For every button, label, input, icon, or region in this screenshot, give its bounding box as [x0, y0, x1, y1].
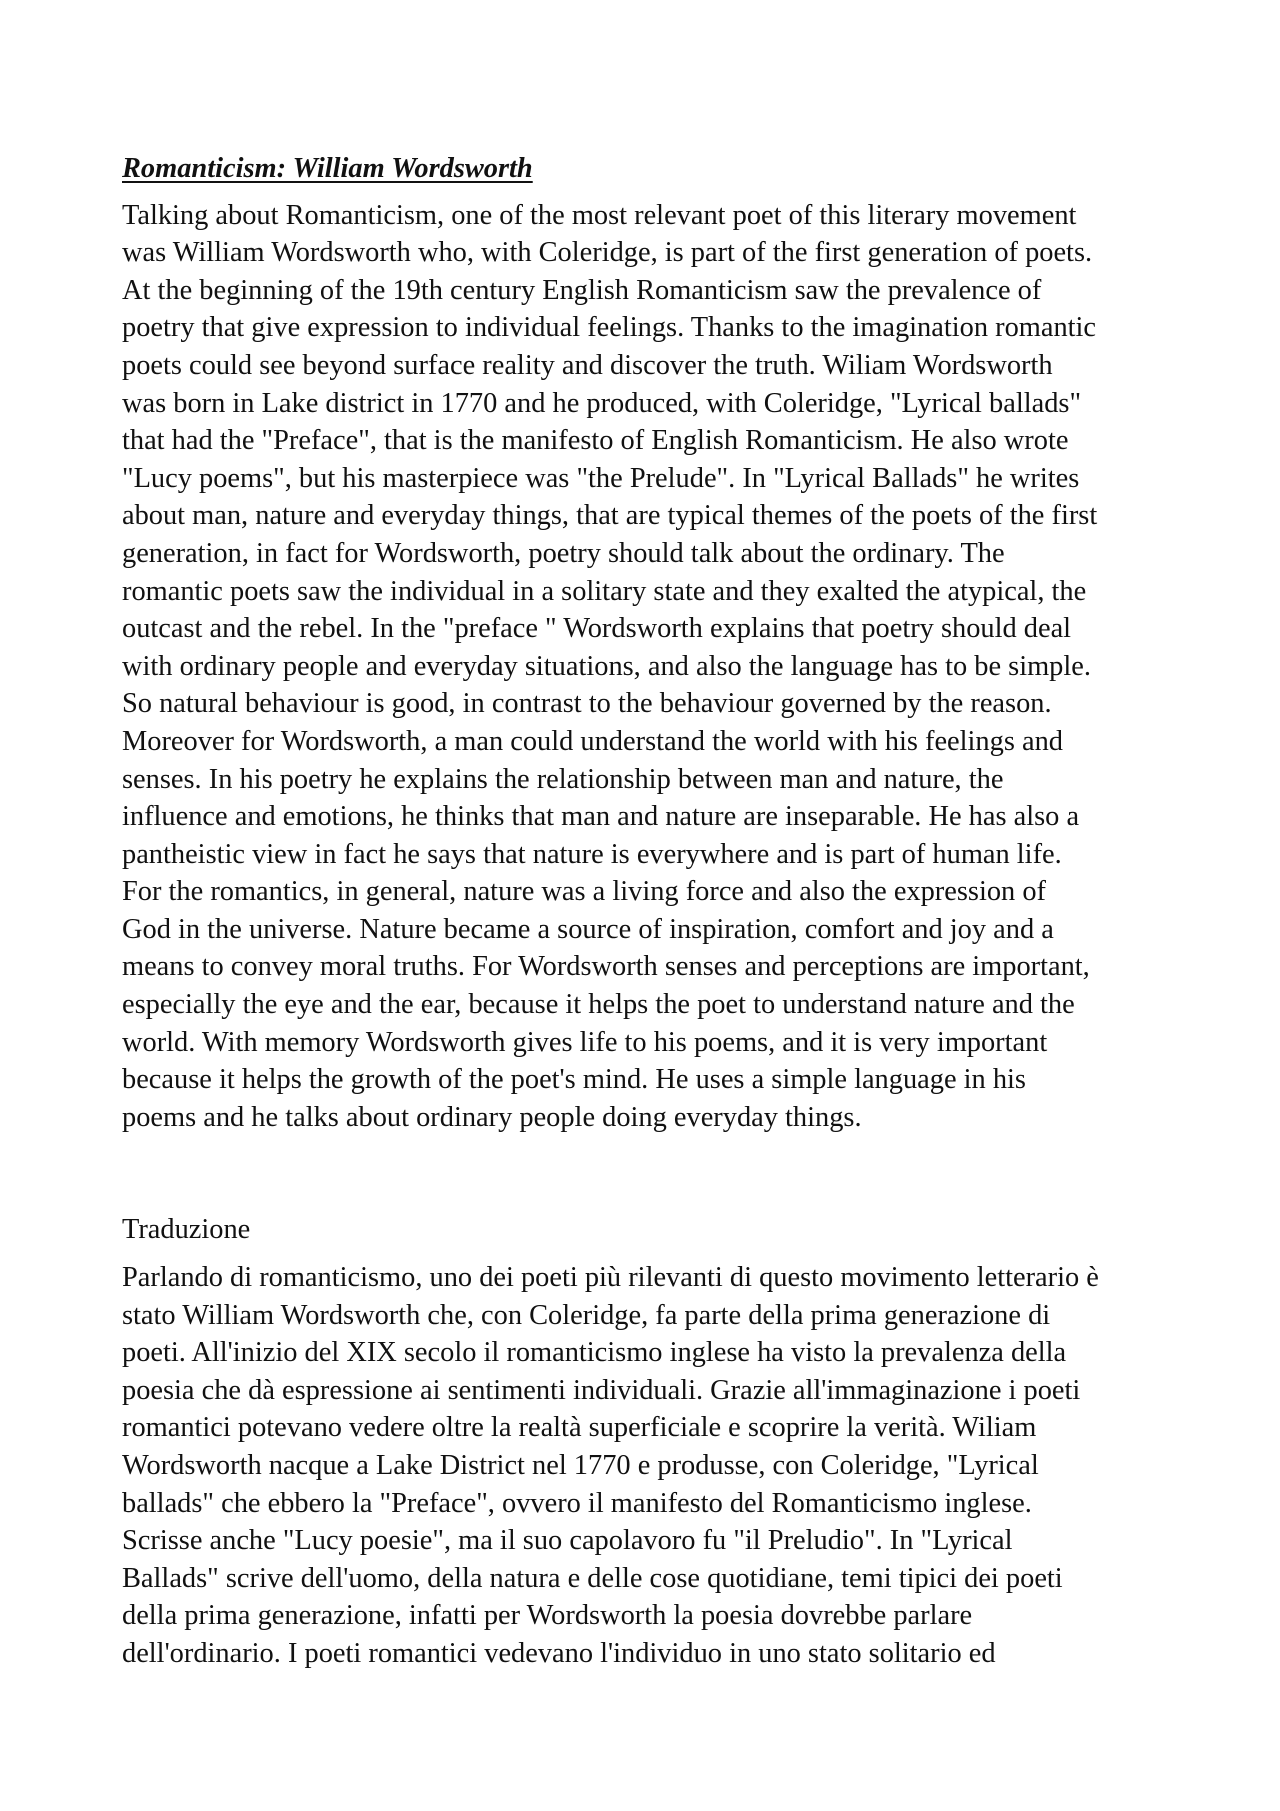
text-line: For the romantics, in general, nature was a living force and also the expression of — [122, 876, 1046, 908]
text-line: about man, nature and everyday things, that are typical themes of the poets of the first — [122, 500, 1098, 532]
text-line: "Lucy poems", but his masterpiece was "the Prelude". In "Lyrical Ballads" he writes — [122, 462, 1080, 494]
text-line: with ordinary people and everyday situations, and also the language has to be simple. — [122, 650, 1091, 682]
text-line: influence and emotions, he thinks that man and nature are inseparable. He has also a — [122, 801, 1080, 833]
text-line: especially the eye and the ear, because it helps the poet to understand nature and the — [122, 989, 1075, 1021]
text-line: senses. In his poetry he explains the relationship between man and nature, the — [122, 763, 1004, 795]
english-paragraph — [122, 197, 1172, 1137]
text-line: poetry that give expression to individual feelings. Thanks to the imagination romantic — [122, 312, 1097, 344]
text-line: Ballads" scrive dell'uomo, della natura e delle cose quotidiane, temi tipici dei poeti — [122, 1562, 1063, 1594]
text-line: Talking about Romanticism, one of the most relevant poet of this literary movement — [122, 199, 1077, 231]
text-line: means to convey moral truths. For Wordsworth senses and perceptions are important, — [122, 951, 1090, 983]
italian-paragraph — [122, 1259, 1172, 1673]
text-line: della prima generazione, infatti per Wordsworth la poesia dovrebbe parlare — [122, 1600, 973, 1632]
text-line: So natural behaviour is good, in contrast to the behaviour governed by the reason. — [122, 688, 1052, 720]
text-line: God in the universe. Nature became a source of inspiration, comfort and joy and a — [122, 913, 1054, 945]
text-line: outcast and the rebel. In the "preface " Wordsworth explains that poetry should deal — [122, 613, 1072, 645]
document-title: Romanticism: William Wordsworth — [122, 153, 533, 184]
text-line: Moreover for Wordsworth, a man could understand the world with his feelings and — [122, 725, 1063, 757]
text-line: that had the "Preface", that is the manifesto of English Romanticism. He also wrote — [122, 425, 1069, 457]
text-line: stato William Wordsworth che, con Coleridge, fa parte della prima generazione di — [122, 1299, 1051, 1331]
text-line: poesia che dà espressione ai sentimenti individuali. Grazie all'immaginazione i poeti — [122, 1374, 1081, 1406]
text-line: generation, in fact for Wordsworth, poetry should talk about the ordinary. The — [122, 537, 1005, 569]
text-line: poets could see beyond surface reality and discover the truth. Wiliam Wordsworth — [122, 349, 1053, 381]
text-line: world. With memory Wordsworth gives life to his poems, and it is very important — [122, 1026, 1048, 1058]
text-line: was born in Lake district in 1770 and he produced, with Coleridge, "Lyrical ballads" — [122, 387, 1082, 419]
text-line: At the beginning of the 19th century English Romanticism saw the prevalence of — [122, 274, 1042, 306]
text-line: Parlando di romanticismo, uno dei poeti più rilevanti di questo movimento letterario è — [122, 1262, 1099, 1294]
translation-heading: Traduzione — [122, 1214, 251, 1246]
text-line: ballads" che ebbero la "Preface", ovvero il manifesto del Romanticismo inglese. — [122, 1487, 1032, 1519]
text-line: Wordsworth nacque a Lake District nel 1770 e produsse, con Coleridge, "Lyrical — [122, 1450, 1039, 1481]
text-line: because it helps the growth of the poet's mind. He uses a simple language in his — [122, 1064, 1026, 1096]
text-line: was William Wordsworth who, with Coleridge, is part of the first generation of poets. — [122, 237, 1093, 269]
text-line: pantheistic view in fact he says that nature is everywhere and is part of human life. — [122, 838, 1062, 870]
text-line: romantic poets saw the individual in a solitary state and they exalted the atypical, the — [122, 575, 1087, 607]
section-gap — [122, 1136, 1172, 1211]
text-line: Scrisse anche "Lucy poesie", ma il suo capolavoro fu "il Preludio". In "Lyrical — [122, 1525, 1013, 1557]
text-line: dell'ordinario. I poeti romantici vedevano l'individuo in uno stato solitario ed — [122, 1637, 996, 1669]
text-line: poeti. All'inizio del XIX secolo il romanticismo inglese ha visto la prevalenza della — [122, 1337, 1067, 1369]
text-line: poems and he talks about ordinary people doing everyday things. — [122, 1101, 862, 1133]
text-line: romantici potevano vedere oltre la realtà superficiale e scoprire la verità. Wiliam — [122, 1412, 1037, 1444]
document-body — [122, 150, 1172, 1673]
